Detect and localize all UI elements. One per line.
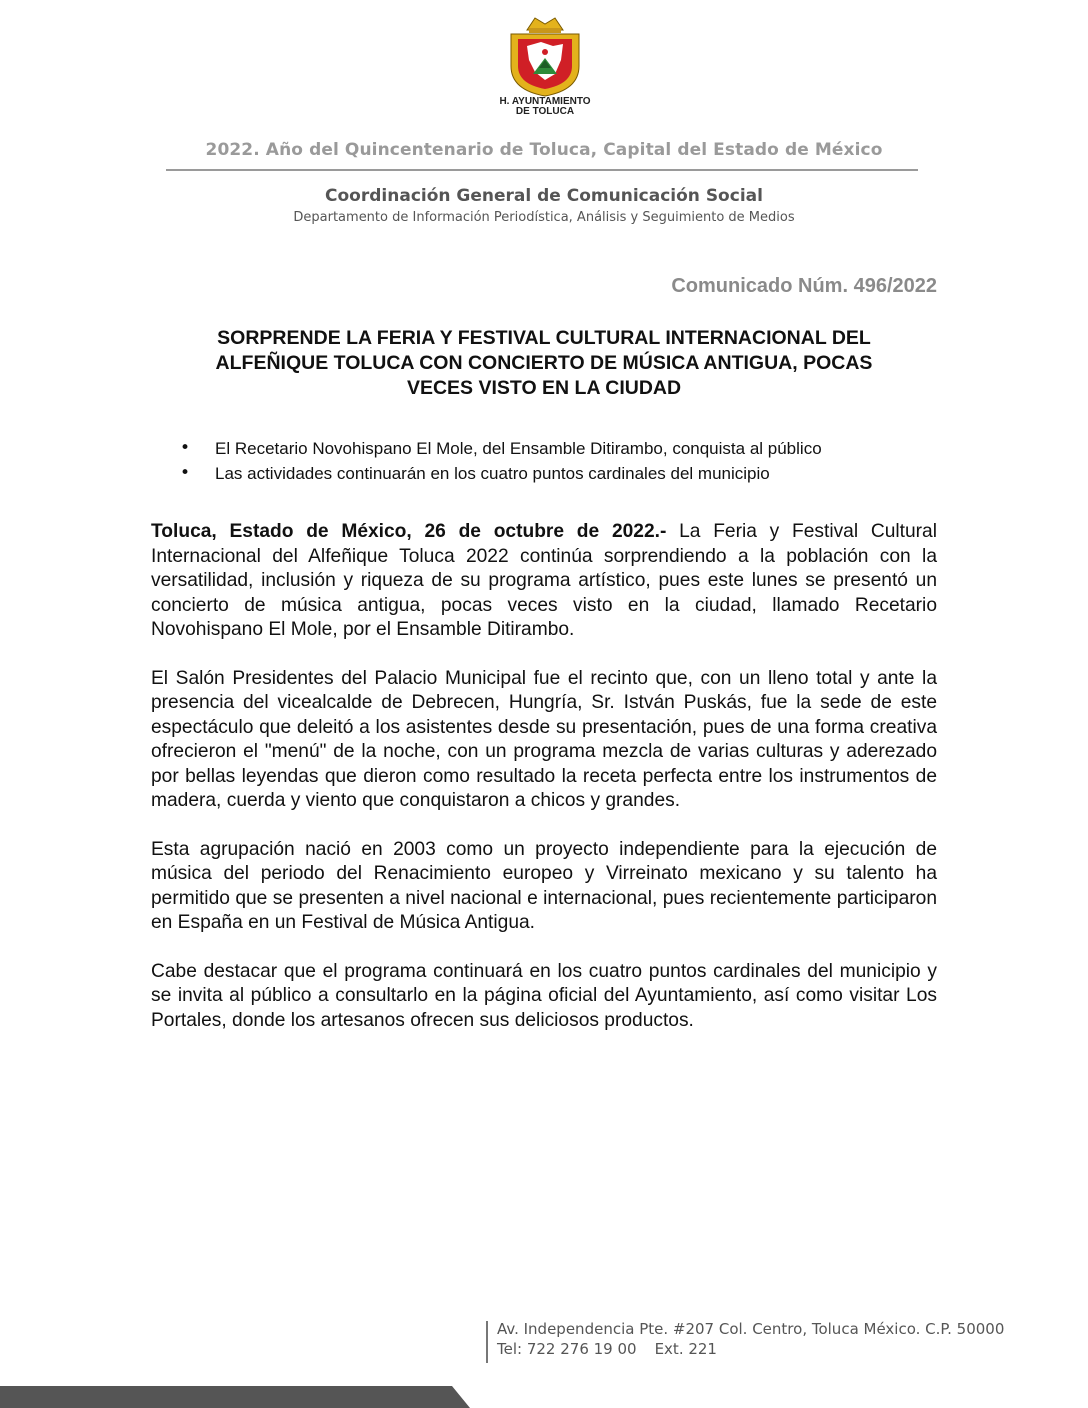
footer-phone: Tel: 722 276 19 00 xyxy=(497,1340,637,1358)
logo-caption xyxy=(470,97,620,117)
paragraph-3: Esta agrupación nació en 2003 como un proyecto independiente para la ejecución de música del periodo del Renacimiento europeo y Virreinato mexicano y su talento ha permitido que se presenten a nivel nacional e internacional, pues recientemente participaron en España en un Festival de Música Antigua. xyxy=(151,838,937,933)
department-subtitle: Departamento de Información Periodística, Análisis y Seguimiento de Medios xyxy=(293,210,795,225)
coordination-title: Coordinación General de Comunicación Social xyxy=(325,186,763,206)
paragraph-1 xyxy=(151,520,937,643)
footer-band xyxy=(0,1386,470,1408)
dateline: Toluca, Estado de México, 26 de octubre de 2022.- xyxy=(151,521,667,542)
footer-extension: Ext. 221 xyxy=(654,1340,717,1358)
logo-caption-line2: DE TOLUCA xyxy=(515,106,575,117)
paragraph-1-text: La Feria y Festival Cultural Internacional del Alfeñique Toluca 2022 continúa sorprendiendo a la población con la versatilidad, inclusión y riqueza de su programa artístico, pues este lunes se presentó un concierto de música antigua, pocas veces visto en la ciudad, llamado Recetario Novohispano El Mole, por el Ensamble Ditirambo. xyxy=(151,521,937,640)
release-number: Comunicado Núm. 496/2022 xyxy=(671,275,937,297)
highlight-item: • El Recetario Novohispano El Mole, del Ensamble Ditirambo, conquista al público xyxy=(180,436,940,461)
paragraph-4: Cabe destacar que el programa continuará en los cuatro puntos cardinales del municipio y se invita al público a consultarlo en la página oficial del Ayuntamiento, así como visitar Los Portales, donde los artesanos ofrecen sus deliciosos productos. xyxy=(151,960,937,1031)
year-banner: 2022. Año del Quincentenario de Toluca, Capital del Estado de México xyxy=(205,140,883,160)
highlight-item: • Las actividades continuarán en los cuatro puntos cardinales del municipio xyxy=(180,461,940,486)
headline-line: VECES VISTO EN LA CIUDAD xyxy=(406,377,682,399)
article-body xyxy=(151,520,937,1057)
footer-address: Av. Independencia Pte. #207 Col. Centro, Toluca México. C.P. 50000 xyxy=(497,1320,1005,1338)
logo-caption-line1: H. AYUNTAMIENTO xyxy=(499,96,591,107)
header-divider xyxy=(166,169,918,171)
highlights-list xyxy=(180,436,940,486)
headline-line: ALFEÑIQUE TOLUCA CON CONCIERTO DE MÚSICA ANTIGUA, POCAS xyxy=(215,352,873,374)
footer-phone-line xyxy=(497,1340,1057,1358)
toluca-coat-of-arms-icon xyxy=(505,16,585,98)
headline xyxy=(150,326,938,401)
footer-divider xyxy=(486,1321,488,1363)
paragraph-2: El Salón Presidentes del Palacio Municipal fue el recinto que, con un lleno total y ante la presencia del vicealcalde de Debrecen, Hungría, Sr. István Puskás, fue la sede de este espectáculo que deleitó a los asistentes desde su presentación, pues de una forma creativa ofrecieron el "menú" de la noche, con un programa mezcla de varias culturas y aderezado por bellas leyendas que dieron como resultado la receta perfecta entre los instrumentos de madera, cuerda y viento que conquistaron a chicos y grandes. xyxy=(151,667,937,811)
headline-line: SORPRENDE LA FERIA Y FESTIVAL CULTURAL INTERNACIONAL DEL xyxy=(217,327,871,349)
